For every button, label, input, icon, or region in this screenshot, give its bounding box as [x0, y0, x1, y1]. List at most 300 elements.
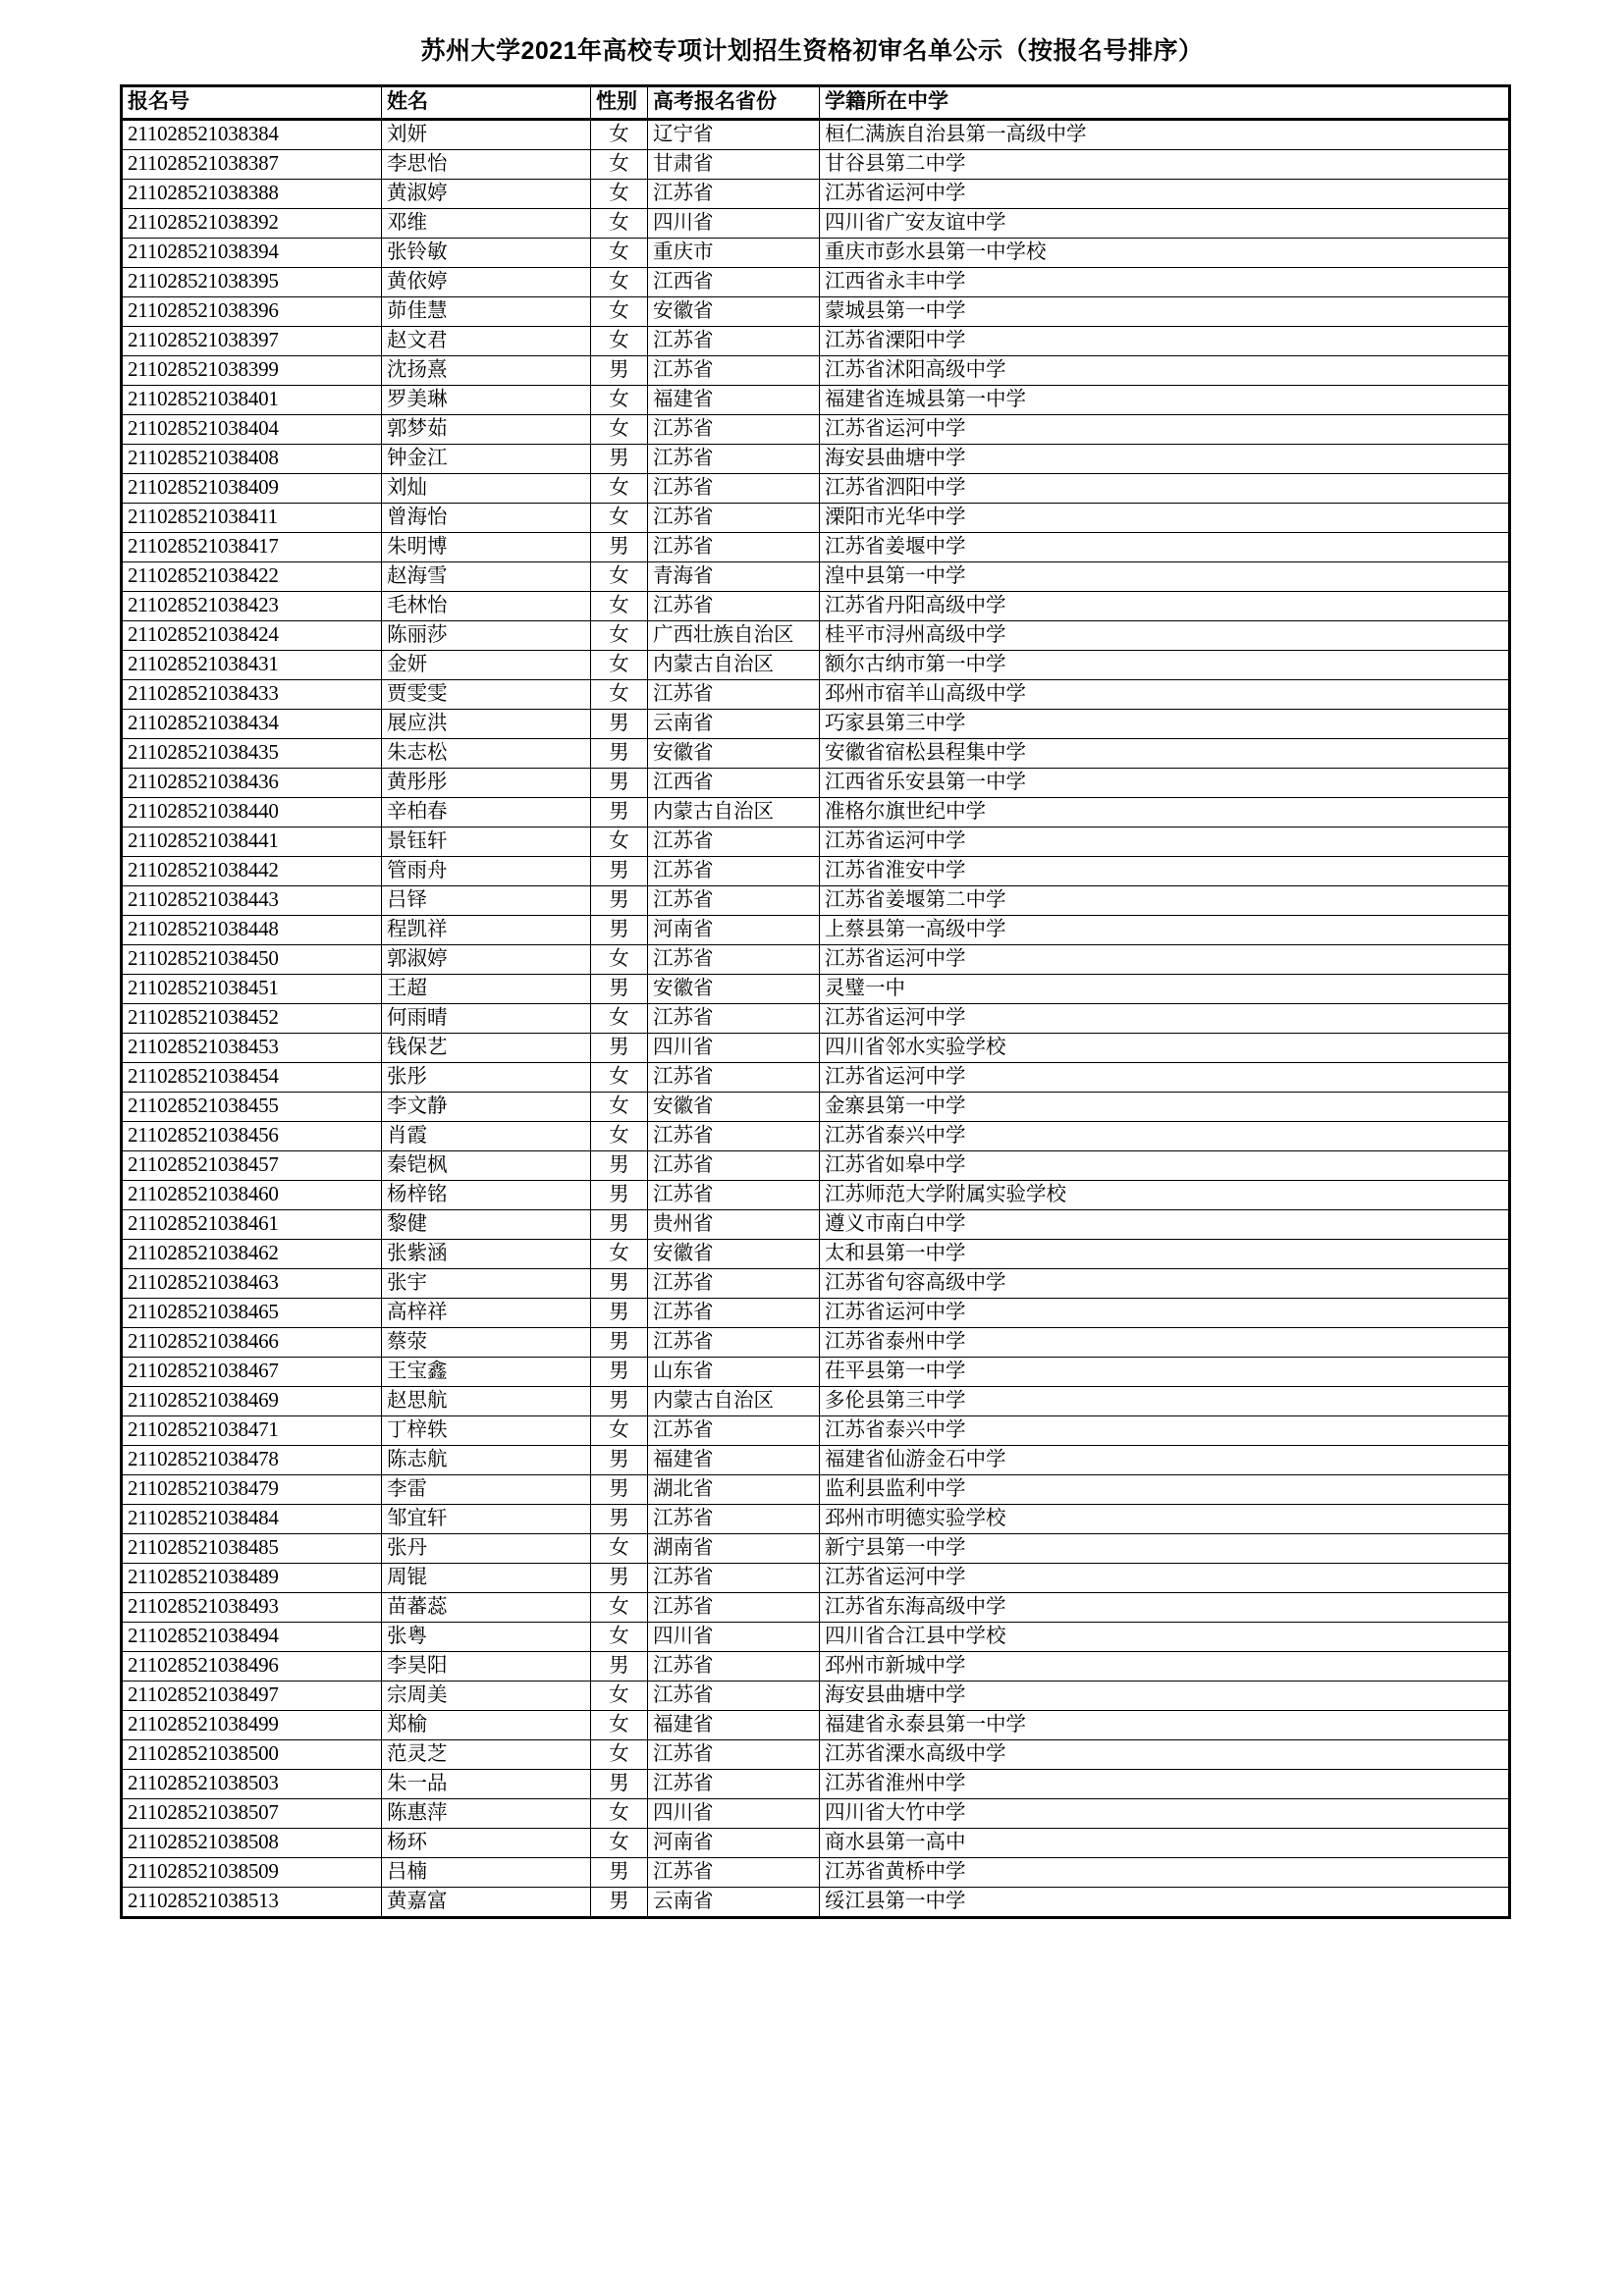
- cell-sex: 男: [591, 1151, 648, 1181]
- cell-name: 邓维: [382, 209, 591, 239]
- cell-school: 上蔡县第一高级中学: [820, 916, 1510, 945]
- cell-registration-number: 211028521038460: [122, 1181, 382, 1210]
- cell-name: 杨梓铭: [382, 1181, 591, 1210]
- cell-school: 江苏师范大学附属实验学校: [820, 1181, 1510, 1210]
- table-row: [122, 1534, 1510, 1564]
- cell-name: 曾海怡: [382, 504, 591, 533]
- cell-registration-number: 211028521038423: [122, 592, 382, 621]
- cell-name: 黄依婷: [382, 268, 591, 297]
- table-row: [122, 1446, 1510, 1475]
- cell-sex: 女: [591, 504, 648, 533]
- cell-province: 青海省: [648, 562, 820, 592]
- cell-registration-number: 211028521038388: [122, 180, 382, 209]
- cell-registration-number: 211028521038408: [122, 445, 382, 474]
- cell-registration-number: 211028521038453: [122, 1034, 382, 1063]
- cell-province: 江苏省: [648, 180, 820, 209]
- cell-school: 桓仁满族自治县第一高级中学: [820, 120, 1510, 150]
- cell-province: 江苏省: [648, 945, 820, 975]
- cell-registration-number: 211028521038469: [122, 1387, 382, 1416]
- cell-province: 云南省: [648, 710, 820, 739]
- cell-school: 四川省合江县中学校: [820, 1623, 1510, 1652]
- table-row: [122, 150, 1510, 180]
- cell-sex: 女: [591, 651, 648, 680]
- cell-province: 江苏省: [648, 445, 820, 474]
- table-row: [122, 1505, 1510, 1534]
- column-header-province: 高考报名省份: [648, 86, 820, 120]
- cell-province: 贵州省: [648, 1210, 820, 1240]
- cell-sex: 女: [591, 562, 648, 592]
- cell-school: 四川省大竹中学: [820, 1799, 1510, 1829]
- cell-registration-number: 211028521038424: [122, 621, 382, 651]
- cell-name: 刘灿: [382, 474, 591, 504]
- cell-province: 江苏省: [648, 1122, 820, 1151]
- cell-province: 四川省: [648, 1623, 820, 1652]
- table-row: [122, 739, 1510, 769]
- cell-sex: 女: [591, 1623, 648, 1652]
- cell-sex: 男: [591, 798, 648, 828]
- table-row: [122, 798, 1510, 828]
- cell-school: 四川省邻水实验学校: [820, 1034, 1510, 1063]
- table-row: [122, 1799, 1510, 1829]
- cell-sex: 男: [591, 1888, 648, 1918]
- cell-province: 四川省: [648, 209, 820, 239]
- cell-registration-number: 211028521038465: [122, 1299, 382, 1328]
- cell-registration-number: 211028521038384: [122, 120, 382, 150]
- cell-province: 安徽省: [648, 297, 820, 327]
- cell-registration-number: 211028521038433: [122, 680, 382, 710]
- cell-registration-number: 211028521038507: [122, 1799, 382, 1829]
- cell-province: 江苏省: [648, 1004, 820, 1034]
- cell-name: 贾雯雯: [382, 680, 591, 710]
- cell-province: 内蒙古自治区: [648, 1387, 820, 1416]
- cell-registration-number: 211028521038499: [122, 1711, 382, 1740]
- table-row: [122, 1151, 1510, 1181]
- cell-province: 江西省: [648, 769, 820, 798]
- cell-name: 张粤: [382, 1623, 591, 1652]
- table-row: [122, 1623, 1510, 1652]
- cell-registration-number: 211028521038478: [122, 1446, 382, 1475]
- cell-province: 江苏省: [648, 474, 820, 504]
- cell-registration-number: 211028521038441: [122, 828, 382, 857]
- cell-registration-number: 211028521038496: [122, 1652, 382, 1682]
- cell-name: 李文静: [382, 1093, 591, 1122]
- cell-province: 江苏省: [648, 1299, 820, 1328]
- table-row: [122, 1652, 1510, 1682]
- cell-sex: 女: [591, 1682, 648, 1711]
- table-row: [122, 239, 1510, 268]
- cell-name: 郭梦茹: [382, 415, 591, 445]
- table-row: [122, 1122, 1510, 1151]
- table-row: [122, 592, 1510, 621]
- cell-school: 江苏省泗阳中学: [820, 474, 1510, 504]
- cell-registration-number: 211028521038443: [122, 886, 382, 916]
- cell-name: 毛林怡: [382, 592, 591, 621]
- cell-name: 吕铎: [382, 886, 591, 916]
- cell-name: 张彤: [382, 1063, 591, 1093]
- cell-school: 江苏省黄桥中学: [820, 1858, 1510, 1888]
- cell-sex: 女: [591, 945, 648, 975]
- table-row: [122, 886, 1510, 916]
- cell-school: 福建省仙游金石中学: [820, 1446, 1510, 1475]
- table-row: [122, 1593, 1510, 1623]
- cell-name: 展应洪: [382, 710, 591, 739]
- cell-school: 金寨县第一中学: [820, 1093, 1510, 1122]
- cell-school: 江苏省运河中学: [820, 415, 1510, 445]
- cell-registration-number: 211028521038394: [122, 239, 382, 268]
- cell-sex: 男: [591, 1652, 648, 1682]
- cell-name: 范灵芝: [382, 1740, 591, 1770]
- cell-school: 江西省乐安县第一中学: [820, 769, 1510, 798]
- cell-sex: 女: [591, 1799, 648, 1829]
- cell-sex: 女: [591, 1093, 648, 1122]
- roster-table-container: [0, 84, 1624, 1919]
- cell-sex: 女: [591, 415, 648, 445]
- cell-province: 江苏省: [648, 356, 820, 386]
- cell-sex: 男: [591, 886, 648, 916]
- cell-sex: 男: [591, 975, 648, 1004]
- table-row: [122, 769, 1510, 798]
- cell-name: 朱一品: [382, 1770, 591, 1799]
- cell-name: 黄嘉富: [382, 1888, 591, 1918]
- cell-province: 内蒙古自治区: [648, 798, 820, 828]
- page-title: 苏州大学2021年高校专项计划招生资格初审名单公示（按报名号排序）: [420, 37, 1204, 65]
- cell-name: 景钰轩: [382, 828, 591, 857]
- cell-school: 商水县第一高中: [820, 1829, 1510, 1858]
- cell-province: 安徽省: [648, 739, 820, 769]
- cell-school: 遵义市南白中学: [820, 1210, 1510, 1240]
- cell-registration-number: 211028521038484: [122, 1505, 382, 1534]
- cell-name: 李雷: [382, 1475, 591, 1505]
- cell-school: 太和县第一中学: [820, 1240, 1510, 1269]
- cell-registration-number: 211028521038450: [122, 945, 382, 975]
- cell-school: 江苏省运河中学: [820, 945, 1510, 975]
- cell-school: 福建省永泰县第一中学: [820, 1711, 1510, 1740]
- cell-name: 陈丽莎: [382, 621, 591, 651]
- table-row: [122, 180, 1510, 209]
- table-row: [122, 1387, 1510, 1416]
- cell-school: 福建省连城县第一中学: [820, 386, 1510, 415]
- cell-sex: 女: [591, 1416, 648, 1446]
- cell-name: 丁梓轶: [382, 1416, 591, 1446]
- cell-sex: 女: [591, 1534, 648, 1564]
- cell-registration-number: 211028521038401: [122, 386, 382, 415]
- cell-school: 海安县曲塘中学: [820, 1682, 1510, 1711]
- cell-province: 江苏省: [648, 1181, 820, 1210]
- table-row: [122, 1711, 1510, 1740]
- cell-sex: 男: [591, 533, 648, 562]
- cell-school: 监利县监利中学: [820, 1475, 1510, 1505]
- cell-registration-number: 211028521038471: [122, 1416, 382, 1446]
- cell-province: 广西壮族自治区: [648, 621, 820, 651]
- cell-province: 江苏省: [648, 1269, 820, 1299]
- cell-province: 湖北省: [648, 1475, 820, 1505]
- cell-province: 内蒙古自治区: [648, 651, 820, 680]
- cell-school: 溧阳市光华中学: [820, 504, 1510, 533]
- cell-sex: 女: [591, 268, 648, 297]
- cell-registration-number: 211028521038462: [122, 1240, 382, 1269]
- table-row: [122, 562, 1510, 592]
- table-row: [122, 1299, 1510, 1328]
- cell-sex: 女: [591, 1122, 648, 1151]
- cell-province: 江苏省: [648, 680, 820, 710]
- cell-province: 江苏省: [648, 1770, 820, 1799]
- cell-province: 福建省: [648, 1446, 820, 1475]
- cell-school: 江苏省东海高级中学: [820, 1593, 1510, 1623]
- cell-name: 陈惠萍: [382, 1799, 591, 1829]
- cell-school: 绥江县第一中学: [820, 1888, 1510, 1918]
- table-row: [122, 474, 1510, 504]
- table-row: [122, 1740, 1510, 1770]
- cell-sex: 男: [591, 1358, 648, 1387]
- cell-name: 肖霞: [382, 1122, 591, 1151]
- table-row: [122, 356, 1510, 386]
- column-header-school: 学籍所在中学: [820, 86, 1510, 120]
- cell-province: 湖南省: [648, 1534, 820, 1564]
- cell-sex: 男: [591, 857, 648, 886]
- cell-province: 四川省: [648, 1034, 820, 1063]
- cell-registration-number: 211028521038463: [122, 1269, 382, 1299]
- table-row: [122, 1770, 1510, 1799]
- cell-registration-number: 211028521038422: [122, 562, 382, 592]
- cell-school: 巧家县第三中学: [820, 710, 1510, 739]
- cell-province: 江苏省: [648, 415, 820, 445]
- cell-province: 山东省: [648, 1358, 820, 1387]
- cell-sex: 女: [591, 327, 648, 356]
- table-row: [122, 1888, 1510, 1918]
- cell-name: 刘妍: [382, 120, 591, 150]
- cell-registration-number: 211028521038455: [122, 1093, 382, 1122]
- table-row: [122, 120, 1510, 150]
- cell-name: 杨环: [382, 1829, 591, 1858]
- cell-province: 江苏省: [648, 1740, 820, 1770]
- cell-province: 江苏省: [648, 1593, 820, 1623]
- cell-name: 秦铠枫: [382, 1151, 591, 1181]
- cell-sex: 女: [591, 1829, 648, 1858]
- cell-province: 安徽省: [648, 1093, 820, 1122]
- cell-sex: 女: [591, 150, 648, 180]
- cell-registration-number: 211028521038500: [122, 1740, 382, 1770]
- cell-name: 茆佳慧: [382, 297, 591, 327]
- cell-registration-number: 211028521038411: [122, 504, 382, 533]
- column-header-name: 姓名: [382, 86, 591, 120]
- table-header-row: [122, 86, 1510, 120]
- admission-roster-table: [120, 84, 1511, 1919]
- cell-sex: 女: [591, 209, 648, 239]
- cell-province: 江苏省: [648, 1564, 820, 1593]
- cell-school: 江苏省泰州中学: [820, 1328, 1510, 1358]
- table-row: [122, 1269, 1510, 1299]
- cell-sex: 女: [591, 1593, 648, 1623]
- cell-school: 江苏省运河中学: [820, 1063, 1510, 1093]
- cell-registration-number: 211028521038497: [122, 1682, 382, 1711]
- table-row: [122, 327, 1510, 356]
- cell-registration-number: 211028521038434: [122, 710, 382, 739]
- cell-name: 王宝鑫: [382, 1358, 591, 1387]
- table-row: [122, 1358, 1510, 1387]
- cell-sex: 女: [591, 1004, 648, 1034]
- column-header-registration-number: 报名号: [122, 86, 382, 120]
- cell-school: 江西省永丰中学: [820, 268, 1510, 297]
- cell-province: 江苏省: [648, 828, 820, 857]
- cell-sex: 女: [591, 592, 648, 621]
- cell-name: 张宇: [382, 1269, 591, 1299]
- cell-name: 沈扬熹: [382, 356, 591, 386]
- table-row: [122, 533, 1510, 562]
- cell-name: 郭淑婷: [382, 945, 591, 975]
- table-row: [122, 651, 1510, 680]
- cell-registration-number: 211028521038404: [122, 415, 382, 445]
- cell-registration-number: 211028521038494: [122, 1623, 382, 1652]
- cell-registration-number: 211028521038409: [122, 474, 382, 504]
- table-row: [122, 209, 1510, 239]
- cell-registration-number: 211028521038451: [122, 975, 382, 1004]
- cell-province: 江苏省: [648, 1063, 820, 1093]
- cell-school: 江苏省丹阳高级中学: [820, 592, 1510, 621]
- cell-registration-number: 211028521038440: [122, 798, 382, 828]
- cell-name: 蔡荥: [382, 1328, 591, 1358]
- cell-school: 江苏省淮安中学: [820, 857, 1510, 886]
- cell-sex: 男: [591, 1299, 648, 1328]
- cell-school: 江苏省句容高级中学: [820, 1269, 1510, 1299]
- cell-sex: 男: [591, 1858, 648, 1888]
- cell-name: 程凯祥: [382, 916, 591, 945]
- cell-registration-number: 211028521038435: [122, 739, 382, 769]
- cell-school: 新宁县第一中学: [820, 1534, 1510, 1564]
- table-row: [122, 1328, 1510, 1358]
- cell-school: 海安县曲塘中学: [820, 445, 1510, 474]
- cell-registration-number: 211028521038485: [122, 1534, 382, 1564]
- cell-registration-number: 211028521038466: [122, 1328, 382, 1358]
- cell-name: 管雨舟: [382, 857, 591, 886]
- cell-school: 灵璧一中: [820, 975, 1510, 1004]
- cell-sex: 男: [591, 769, 648, 798]
- cell-name: 赵文君: [382, 327, 591, 356]
- cell-province: 安徽省: [648, 1240, 820, 1269]
- cell-name: 张铃敏: [382, 239, 591, 268]
- cell-province: 四川省: [648, 1799, 820, 1829]
- cell-school: 江苏省沭阳高级中学: [820, 356, 1510, 386]
- cell-school: 江苏省溧水高级中学: [820, 1740, 1510, 1770]
- cell-school: 江苏省运河中学: [820, 180, 1510, 209]
- cell-registration-number: 211028521038457: [122, 1151, 382, 1181]
- cell-registration-number: 211028521038493: [122, 1593, 382, 1623]
- cell-school: 江苏省运河中学: [820, 1299, 1510, 1328]
- cell-name: 李思怡: [382, 150, 591, 180]
- table-row: [122, 1093, 1510, 1122]
- cell-province: 重庆市: [648, 239, 820, 268]
- cell-sex: 男: [591, 916, 648, 945]
- table-row: [122, 445, 1510, 474]
- cell-sex: 男: [591, 1034, 648, 1063]
- cell-province: 河南省: [648, 916, 820, 945]
- cell-school: 江苏省姜堰中学: [820, 533, 1510, 562]
- cell-sex: 女: [591, 120, 648, 150]
- cell-sex: 男: [591, 739, 648, 769]
- cell-sex: 女: [591, 621, 648, 651]
- cell-sex: 女: [591, 1063, 648, 1093]
- cell-province: 江苏省: [648, 504, 820, 533]
- cell-registration-number: 211028521038436: [122, 769, 382, 798]
- cell-name: 辛柏春: [382, 798, 591, 828]
- table-row: [122, 945, 1510, 975]
- cell-registration-number: 211028521038454: [122, 1063, 382, 1093]
- cell-name: 陈志航: [382, 1446, 591, 1475]
- cell-name: 朱明博: [382, 533, 591, 562]
- cell-province: 江苏省: [648, 533, 820, 562]
- cell-registration-number: 211028521038452: [122, 1004, 382, 1034]
- cell-school: 邳州市宿羊山高级中学: [820, 680, 1510, 710]
- cell-school: 江苏省姜堰第二中学: [820, 886, 1510, 916]
- cell-registration-number: 211028521038509: [122, 1858, 382, 1888]
- cell-registration-number: 211028521038397: [122, 327, 382, 356]
- cell-registration-number: 211028521038508: [122, 1829, 382, 1858]
- cell-name: 黎健: [382, 1210, 591, 1240]
- cell-sex: 男: [591, 445, 648, 474]
- cell-sex: 女: [591, 680, 648, 710]
- cell-name: 李昊阳: [382, 1652, 591, 1682]
- cell-province: 辽宁省: [648, 120, 820, 150]
- cell-school: 重庆市彭水县第一中学校: [820, 239, 1510, 268]
- cell-province: 江苏省: [648, 1416, 820, 1446]
- table-row: [122, 1858, 1510, 1888]
- cell-province: 江苏省: [648, 1328, 820, 1358]
- cell-province: 江西省: [648, 268, 820, 297]
- cell-province: 河南省: [648, 1829, 820, 1858]
- cell-sex: 男: [591, 1770, 648, 1799]
- table-row: [122, 1682, 1510, 1711]
- cell-province: 安徽省: [648, 975, 820, 1004]
- cell-name: 金妍: [382, 651, 591, 680]
- cell-name: 钱保艺: [382, 1034, 591, 1063]
- cell-name: 周锟: [382, 1564, 591, 1593]
- cell-school: 邳州市新城中学: [820, 1652, 1510, 1682]
- cell-school: 四川省广安友谊中学: [820, 209, 1510, 239]
- column-header-sex: 性别: [591, 86, 648, 120]
- cell-registration-number: 211028521038448: [122, 916, 382, 945]
- cell-sex: 男: [591, 1269, 648, 1299]
- cell-registration-number: 211028521038489: [122, 1564, 382, 1593]
- cell-name: 朱志松: [382, 739, 591, 769]
- cell-school: 多伦县第三中学: [820, 1387, 1510, 1416]
- table-row: [122, 857, 1510, 886]
- cell-registration-number: 211028521038387: [122, 150, 382, 180]
- cell-school: 安徽省宿松县程集中学: [820, 739, 1510, 769]
- cell-name: 张丹: [382, 1534, 591, 1564]
- cell-sex: 男: [591, 1446, 648, 1475]
- cell-province: 江苏省: [648, 327, 820, 356]
- cell-province: 江苏省: [648, 857, 820, 886]
- cell-sex: 女: [591, 297, 648, 327]
- table-row: [122, 710, 1510, 739]
- cell-province: 江苏省: [648, 886, 820, 916]
- cell-name: 赵思航: [382, 1387, 591, 1416]
- cell-province: 福建省: [648, 386, 820, 415]
- cell-registration-number: 211028521038399: [122, 356, 382, 386]
- table-row: [122, 297, 1510, 327]
- cell-name: 邹宜轩: [382, 1505, 591, 1534]
- cell-registration-number: 211028521038467: [122, 1358, 382, 1387]
- table-row: [122, 621, 1510, 651]
- cell-registration-number: 211028521038479: [122, 1475, 382, 1505]
- cell-name: 宗周美: [382, 1682, 591, 1711]
- cell-school: 邳州市明德实验学校: [820, 1505, 1510, 1534]
- cell-name: 黄淑婷: [382, 180, 591, 209]
- cell-sex: 女: [591, 828, 648, 857]
- cell-school: 茌平县第一中学: [820, 1358, 1510, 1387]
- table-row: [122, 1034, 1510, 1063]
- cell-province: 江苏省: [648, 1652, 820, 1682]
- cell-school: 甘谷县第二中学: [820, 150, 1510, 180]
